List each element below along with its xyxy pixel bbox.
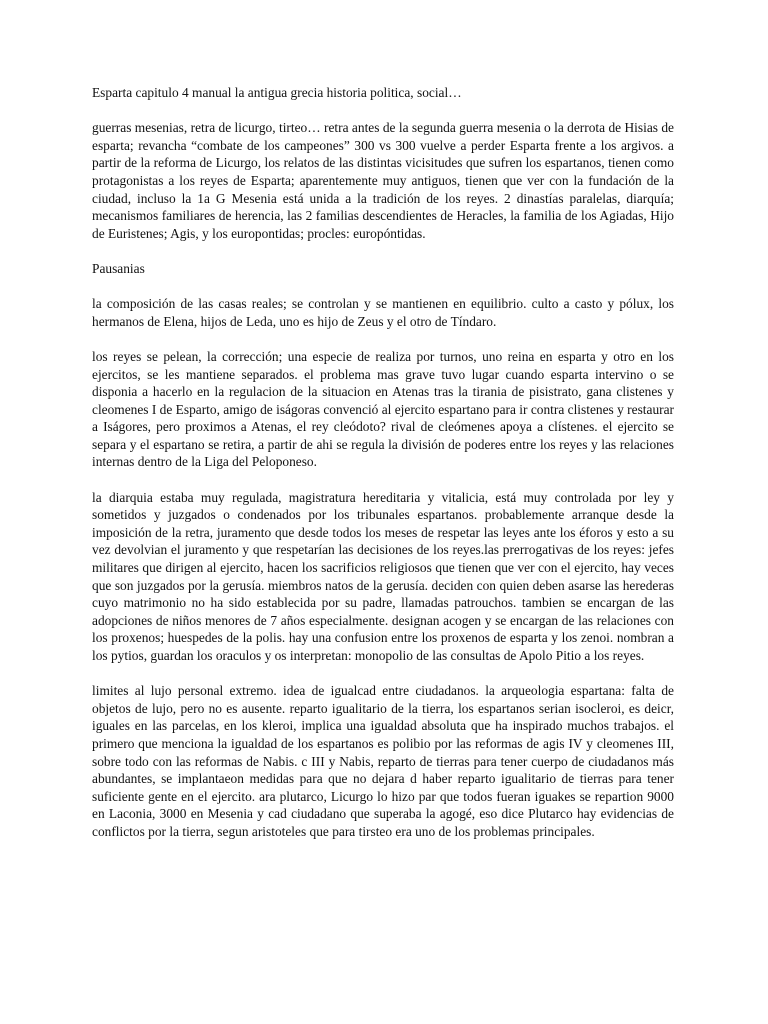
- paragraph-reyes-se-pelean: los reyes se pelean, la corrección; una especie de realiza por turnos, uno reina en esparta y otro en los ejercitos, se les mantiene separados. el problema mas grave tuvo lugar cuando esparta intervino o se disponia a hacerlo en la regulacion de la situacion en Atenas tras la tirania de pisistrato, gana clistenes y cleomenes I de Esparto, amigo de iságoras convenció al ejercito espartano para ir contra clistenes y restaurar a Iságores, pero proximos a Atenas, el rey cleódoto? rival de cleómenes apoya a clístenes. el ejercito se separa y el espartano se retira, a partir de ahi se regula la división de poderes entre los reyes y las relaciones internas dentro de la Liga del Peloponeso.: [92, 348, 674, 470]
- paragraph-diarquia: la diarquia estaba muy regulada, magistratura hereditaria y vitalicia, está muy controlada por ley y sometidos y juzgados o condenados por los tribunales espartanos. probablemente arranque desde la imposición de la retra, juramento que desde todos los meses de respetar las leyes ante los éforos y esto a su vez devolvian el juramento y que respetarían las decisiones de los reyes.las prerrogativas de los reyes: jefes militares que dirigen al ejercito, hacen los sacrificios religiosos que tienen que ver con el ejercito, hay veces que son juzgados por la gerusía. miembros natos de la gerusía. deciden con quien deben asarse las herederas cuyo matrimonio no ha sido establecida por su padre, llamadas patrouchos. tambien se encargan de las adopciones de niños menores de 7 años especialmente. designan acogen y se encargan de las relaciones con los proxenos; huespedes de la polis. hay una confusion entre los proxenos de esparta y los zenoi. nombran a los pytios, guardan los oraculos y os interpretan: monopolio de las consultas de Apolo Pitio a los reyes.: [92, 489, 674, 663]
- paragraph-limites-lujo: limites al lujo personal extremo. idea de igualcad entre ciudadanos. la arqueologia espartana: falta de objetos de lujo, pero no es ausente. reparto igualitario de la tierra, los espartanos serian isocleroi, es deicr, iguales en las parcelas, en los kleroi, implica una igualdad absoluta que ha inspirado muchos trabajos. el primero que menciona la igualdad de los espartanos es polibio por las reformas de agis IV y cleomenes III, sobre todo con las reformas de Nabis. c III y Nabis, reparto de tierras para tener cuerpo de ciudadanos más abundantes, se implantaeon medidas para que no dejara d haber reparto igualitario de tierras para tener suficiente gente en el ejercito. ara plutarco, Licurgo lo hizo par que todos fueran iguakes se repartion 9000 en Laconia, 3000 en Mesenia y cad ciudadano que superaba la agogé, eso dice Plutarco hay evidencias de conflictos por la tierra, segun aristoteles que para tirsteo era uno de los problemas principales.: [92, 683, 674, 839]
- document-title: Esparta capitulo 4 manual la antigua grecia historia politica, social…: [92, 85, 462, 100]
- section-heading-pausanias: Pausanias: [92, 260, 145, 276]
- paragraph-casas-reales: la composición de las casas reales; se controlan y se mantienen en equilibrio. culto a casto y pólux, los hermanos de Elena, hijos de Leda, uno es hijo de Zeus y el otro de Tíndaro.: [92, 296, 674, 329]
- paragraph-guerras-mesenias: guerras mesenias, retra de licurgo, tirteo… retra antes de la segunda guerra mesenia o la derrota de Hisias de esparta; revancha “combate de los campeones” 300 vs 300 vuelve a perder Esparta frente a los argivos. a partir de la reforma de Licurgo, los relatos de las distintas vicisitudes que sufren los espartanos, tienen como protagonistas a los reyes de Esparta; aparentemente muy antiguos, tienen que ver con la fundación de la ciudad, incluso la 1a G Mesenia está unida a la tradición de los reyes. 2 dinastías paralelas, diarquía; mecanismos familiares de herencia, las 2 familias descendientes de Heracles, la familia de los Agiadas, Hijo de Euristenes; Agis, y los europontidas; procles: europóntidas.: [92, 120, 674, 241]
- document-page: [92, 84, 674, 858]
